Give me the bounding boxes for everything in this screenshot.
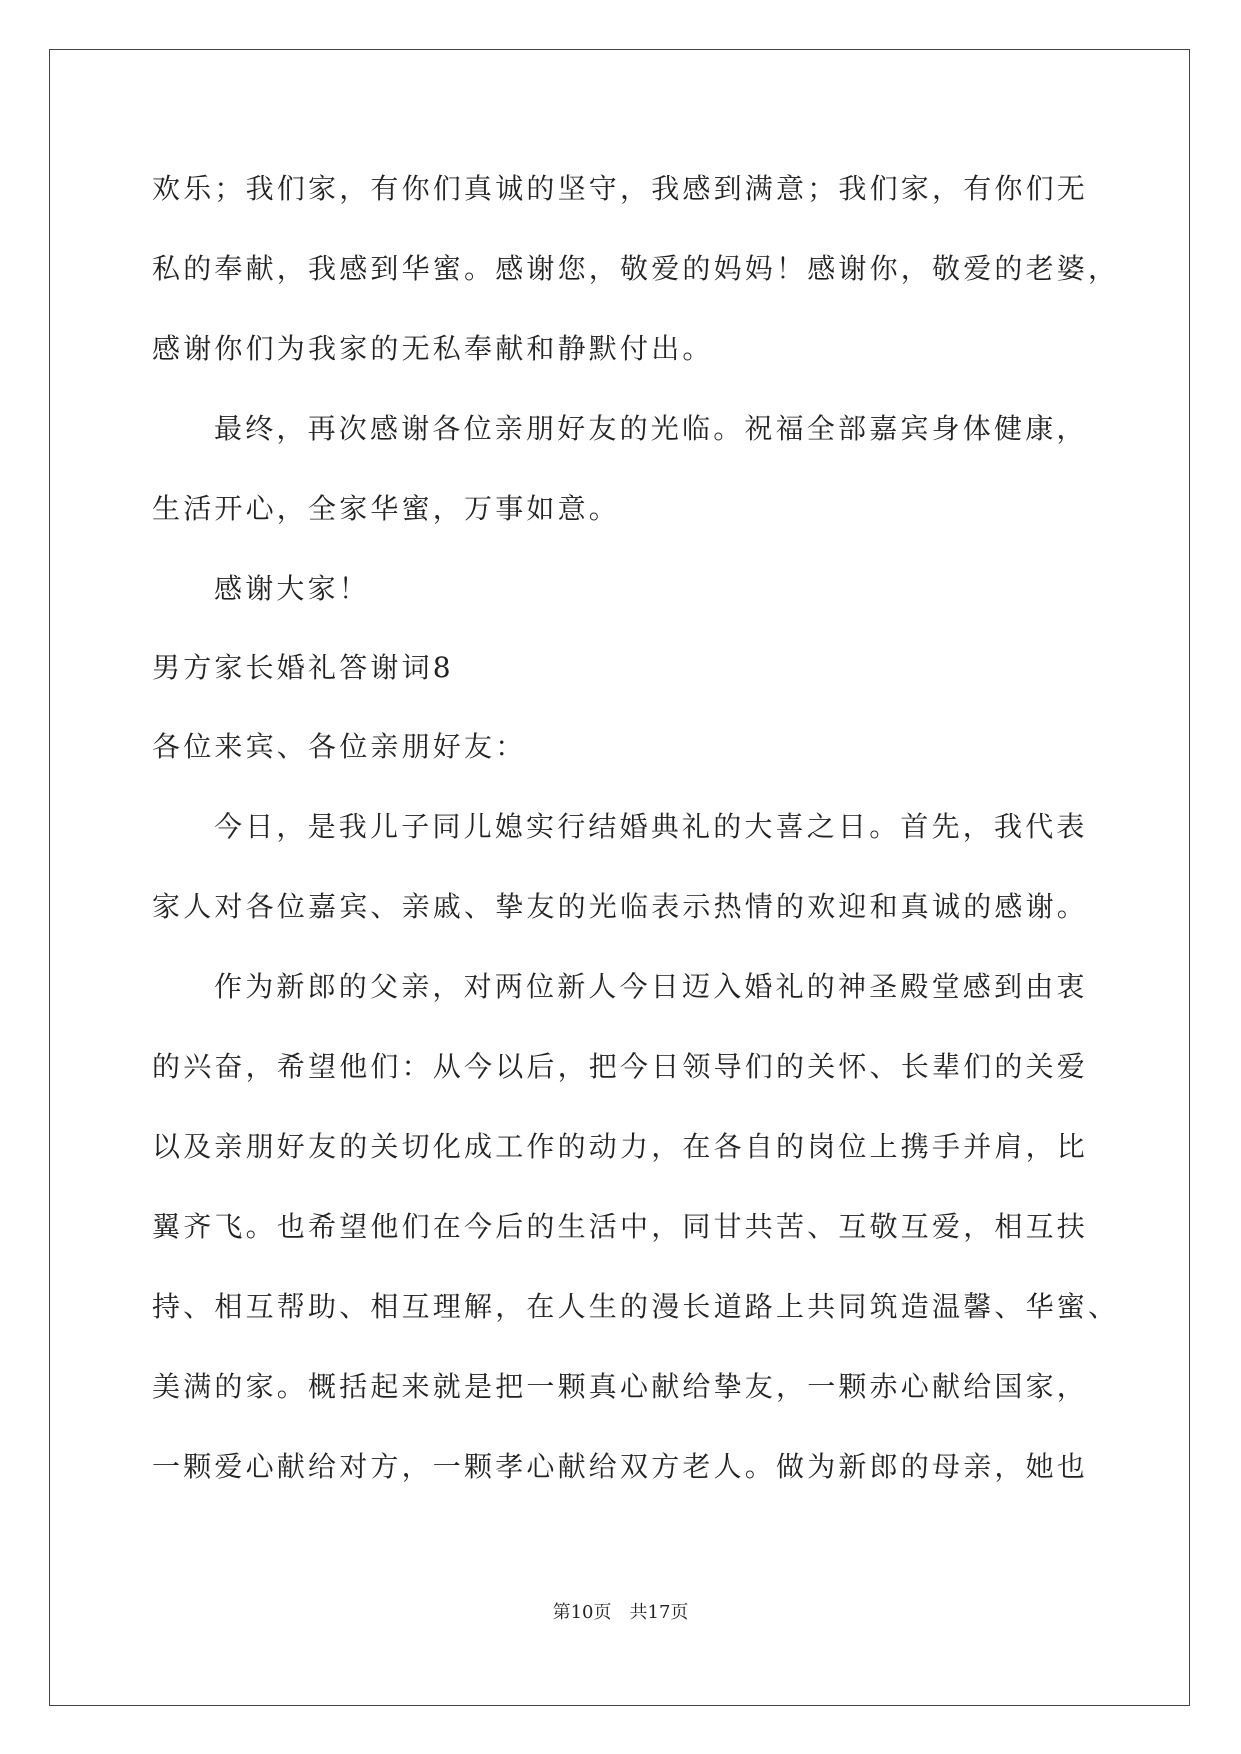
paragraph-line: 今日，是我儿子同儿媳实行结婚典礼的大喜之日。首先，我代表 [214, 810, 1088, 843]
paragraph-line: 作为新郎的父亲，对两位新人今日迈入婚礼的神圣殿堂感到由衷 [214, 970, 1088, 1003]
paragraph-line: 生活开心，全家华蜜，万事如意。 [152, 492, 621, 525]
page-number: 第10页 [552, 1602, 612, 1623]
paragraph-line: 欢乐；我们家，有你们真诚的坚守，我感到满意；我们家，有你们无 [152, 172, 1089, 205]
paragraph-line: 感谢你们为我家的无私奉献和静默付出。 [152, 332, 714, 365]
salutation: 各位来宾、各位亲朋好友： [152, 730, 527, 763]
paragraph-line: 美满的家。概括起来就是把一颗真心献给挚友，一颗赤心献给国家， [152, 1370, 1089, 1403]
page-total: 共17页 [629, 1602, 689, 1623]
paragraph-line: 以及亲朋好友的关切化成工作的动力，在各自的岗位上携手并肩，比 [152, 1130, 1089, 1163]
paragraph-line: 持、相互帮助、相互理解，在人生的漫长道路上共同筑造温馨、华蜜、 [152, 1290, 1120, 1323]
paragraph-line: 一颗爱心献给对方，一颗孝心献给双方老人。做为新郎的母亲，她也 [152, 1450, 1089, 1483]
paragraph-line: 家人对各位嘉宾、亲戚、挚友的光临表示热情的欢迎和真诚的感谢。 [152, 890, 1089, 923]
page-footer [0, 1598, 1241, 1624]
paragraph-line: 翼齐飞。也希望他们在今后的生活中，同甘共苦、互敬互爱，相互扶 [152, 1210, 1089, 1243]
paragraph-line: 最终，再次感谢各位亲朋好友的光临。祝福全部嘉宾身体健康， [214, 412, 1088, 445]
paragraph-line: 感谢大家！ [214, 572, 371, 605]
section-heading: 男方家长婚礼答谢词8 [152, 651, 454, 684]
paragraph-line: 私的奉献，我感到华蜜。感谢您，敬爱的妈妈！感谢你，敬爱的老婆， [152, 252, 1120, 285]
paragraph-line: 的兴奋，希望他们：从今以后，把今日领导们的关怀、长辈们的关爱 [152, 1050, 1089, 1083]
